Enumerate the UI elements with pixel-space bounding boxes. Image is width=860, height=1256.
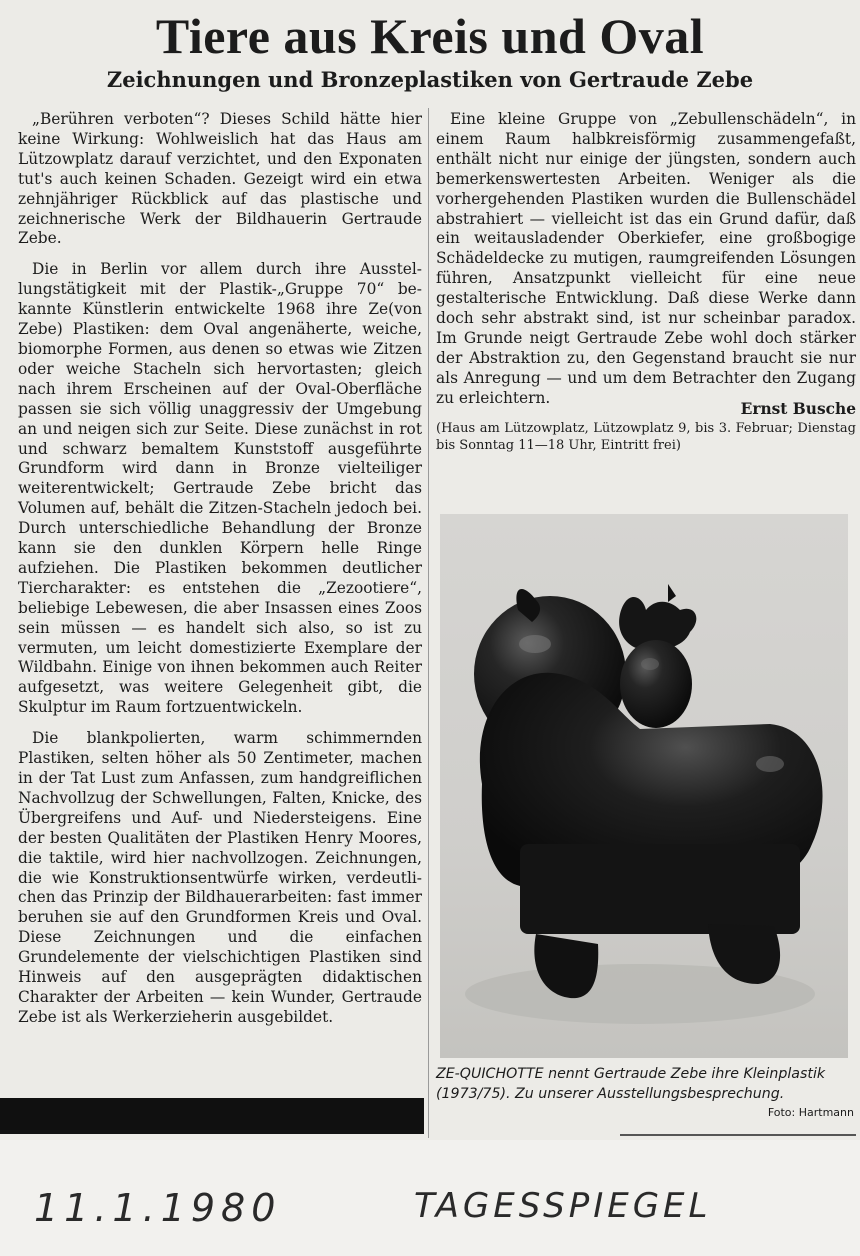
- photo-caption: ZE-QUICHOTTE nennt Gertraude Zebe ihre Kleinplastik (1973/75). Zu unserer Ausstellungsbesprechung.: [436, 1066, 826, 1102]
- paragraph-plastiken: Die blankpolierten, warm schimmernden Plastiken, selten höher als 50 Zentimeter, machen in der Tat Lust zum Anfassen, zum handgreiflichen Nachvollzug der Schwellungen, Falten, Knicke, des Übergreifens und Auf- und Niedersteigens. Eine der besten Qualitäten der Plastiken Henry Moores, die taktile, wird hier nachvollzogen. Zeichnungen, die wie Konstruktionsentwürfe wirken, verdeutlichen das Prinzip der Bildhauerarbeiten: fast immer beruhen sie auf den Grundformen Kreis und Oval. Diese Zeichnungen und die einfachen Grundelemente der vielschichtigen Plastiken sind Hinweis auf den ausgeprägten didaktischen Charakter der Arbeiten — kein Wunder, Gertraude Zebe ist als Werkerzieherin ausgebildet.: [18, 729, 422, 1026]
- column-divider: [428, 108, 429, 1138]
- right-column: [436, 110, 856, 465]
- handwritten-newspaper-name: TAGESSPIEGEL: [414, 1186, 712, 1226]
- article-subheadline: Zeichnungen und Bronzeplastiken von Gertraude Zebe: [106, 67, 754, 92]
- handwritten-date: 11.1.1980: [34, 1186, 282, 1230]
- black-bar: [0, 1098, 424, 1134]
- paragraph-gruppe-70: Die in Berlin vor allem durch ihre Ausstellungstätigkeit mit der Plastik-„Gruppe 70“ bekannte Künstlerin entwickelte 1968 ihre Ze(von Zebe) Plastiken: dem Oval angenäherte, weiche, biomorphe Formen, aus denen so etwas wie Zitzen oder weiche Stacheln sich hervortasten; gleich nach ihrem Erscheinen auf der Oval-Oberfläche passen sie sich völlig unaggressiv der Umgebung an und neigen sich zur Seite. Diese zunächst in rot und schwarz bemaltem Kunststoff ausgeführte Grundform wird dann in Bronze vielteiliger weiterentwickelt; Gertraude Zebe bricht das Volumen auf, behält die Zitzen-Stacheln jedoch bei. Durch unterschiedliche Behandlung der Bronze kann sie den dunklen Körpern helle Ringe aufziehen. Die Plastiken bekommen deutlicher Tiercharakter: es entstehen die „Zezootiere“, beliebige Lebewesen, die aber Insassen eines Zoos sein müssen — es handelt sich also, so ist zu vermuten, um leicht domestizierte Exemplare der Wildbahn. Einige von ihnen bekommen auch Reiter aufgesetzt, was weitere Gelegenheit gibt, die Skulptur im Raum fortzuentwickeln.: [18, 260, 422, 717]
- paragraph-intro: „Berühren verboten“? Dieses Schild hätte hier keine Wirkung: Wohlweislich hat das Haus am Lützowplatz darauf verzichtet, und den Exponaten tut's auch keinen Schaden. Gezeigt wird ein etwa zehnjähriger Rückblick auf das plastische und zeichnerische Werk der Bildhauerin Gertraude Zebe.: [18, 110, 422, 248]
- photo-credit: Foto: Hartmann: [767, 1106, 854, 1119]
- paragraph-zebullenschaedel: Eine kleine Gruppe von „Zebullenschädeln“, in einem Raum halbkreisförmig zusammengefaßt, enthält nicht nur einige der jüngsten, sondern auch bemerkenswertesten Arbeiten. Weniger als die vorhergehenden Plastiken wurden die Bullenschädel abstrahiert — vielleicht ist das ein Grund dafür, daß ein weitausladender Oberkiefer, eine großbogige Schädeldecke zu mutigen, raumgreifenden Lösungen führen, Ansatzpunkt vielleicht für eine neue gestalterische Entwicklung. Daß diese Werke dann doch sehr abstrakt sind, ist nur scheinbar paradox. Im Grunde neigt Gertraude Zebe wohl doch stärker der Abstraktion zu, den Gegenstand braucht sie nur als Anregung — und um dem Betrachter den Zugang zu erleichtern.: [436, 110, 856, 407]
- exhibition-info: (Haus am Lützowplatz, Lützowplatz 9, bis 3. Februar; Dienstag bis Sonntag 11—18 Uhr, Eintritt frei): [436, 420, 856, 453]
- sculpture-photo: [440, 514, 848, 1058]
- author-byline: Ernst Busche: [740, 399, 856, 418]
- bottom-rule: [620, 1134, 856, 1136]
- sculpture-illustration: [440, 514, 848, 1058]
- left-column: [18, 110, 422, 1039]
- article-headline: Tiere aus Kreis und Oval: [155, 8, 705, 64]
